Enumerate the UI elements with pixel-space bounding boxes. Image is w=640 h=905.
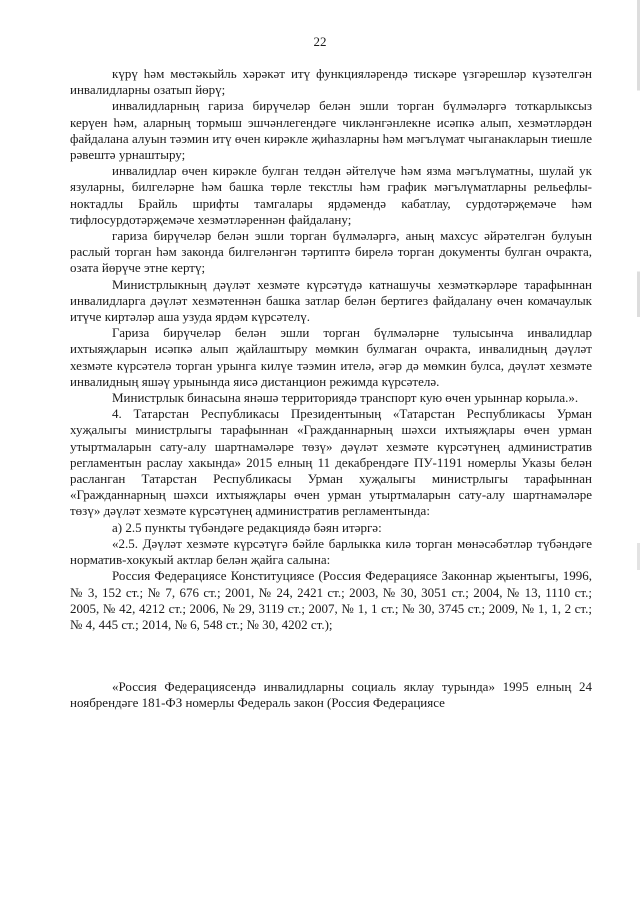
paragraph-5: Министрлыкның дәүләт хезмәте күрсәтүдә катнашучы хезмәткәрләре тарафыннан инвалидларга дәүләт хезмәтеннән башка затлар белән бертигез файдалану өчен комачаулык итүче киртәләр аша узуда ярдәм күрсәтелү.: [70, 276, 592, 325]
paragraph-4: гариза бирүчеләр белән эшли торган бүлмәләргә, аның махсус әйрәтелгән булуын раслый торган һәм законда билгеләнгән тәртиптә бирелә торган документы булган очракта, озата йөрүче этне кертү;: [70, 228, 592, 276]
document-body: [70, 66, 592, 712]
paragraph-2: инвалидларның гариза бирүчеләр белән эшли торган бүлмәләргә тоткарлыксыз керүен һәм, аларның тормыш эшчәнлегендәге чикләнгәнлекне исәпкә алып, хезмәтләрдән файдалана алуын тәэмин итү өчен кирәкле җиһазларны һәм мәгълүмат чыганакларын тиешле рәвештә урнаштыру;: [70, 98, 592, 163]
paragraph-spacer: [70, 633, 592, 679]
paragraph-6: Гариза бирүчеләр белән эшли торган бүлмәләрне тулысынча инвалидлар ихтыяҗларын исәпкә алып җайлаштыру мөмкин булмаган очракта, инвалидның дәүләт хезмәте күрсәтелә торган урынга килүе тәэмин ителә, әгәр дә мөмкин булса, дәүләт хезмәте инвалидның яшәү урынында яисә дистанцион режимда күрсәтелә.: [70, 325, 592, 389]
page-number: 22: [313, 34, 327, 49]
paragraph-10: «2.5. Дәүләт хезмәте күрсәтүгә бәйле барлыкка килә торган мөнәсәбәтләр түбәндәге норматив-хокукый актлар белән җайга салына:: [70, 535, 592, 568]
paragraph-8: 4. Татарстан Республикасы Президентының «Татарстан Республикасы Урман хуҗалыгы министрлыгы тарафыннан «Гражданнарның шәхси ихтыяҗлары өчен урман утыртмаларын сату-алу шартнамәләре төзү» дәүләт хезмәте күрсәтүнең административ регламентын раслау хакында» 2015 елның 11 декабрендәге ПУ-1191 номерлы Указы белән расланган Татарстан Республикасы Урман хуҗалыгы министрлыгы тарафыннан «Гражданнарның шәхси ихтыяҗлары өчен урман утыртмаларын сату-алу шартнамәләре төзү» дәүләт хезмәте күрсәтүнең административ регламентында:: [70, 406, 592, 519]
paragraph-1: күрү һәм мөстәкыйль хәрәкәт итү функцияләрендә тискәре үзгәрешләр күзәтелгән инвалидларны озатып йөрү;: [70, 66, 592, 98]
paragraph-12: «Россия Федерациясендә инвалидларны социаль яклау турында» 1995 елның 24 ноябрендәге 181-ФЗ номерлы Федераль закон (Россия Федерациясе: [70, 679, 592, 711]
paragraph-3: инвалидлар өчен кирәкле булган телдән әйтелүче һәм язма мәгълүматны, шулай ук язуларны, билгеләрне һәм башка төрле текстлы һәм график мәгълүматларны рельефлы-ноктадлы Брайль шрифты тамгалары ярдәмендә кабатлау, сурдотәрҗемәче һәм тифлосурдотәрҗемәче хезмәтләреннән файдалану;: [70, 163, 592, 227]
paragraph-9: а) 2.5 пункты түбәндәге редакциядә бәян итәргә:: [112, 519, 382, 535]
paragraph-11: Россия Федерациясе Конституциясе (Россия Федерациясе Законнар җыентыгы, 1996, № 3, 152 ст.; № 7, 676 ст.; 2001, № 24, 2421 ст.; 2003, № 30, 3051 ст.; 2004, № 13, 1110 ст.; 2005, № 42, 4212 ст.; 2006, № 29, 3119 ст.; 2007, № 1, 1 ст.; № 30, 3745 ст.; 2009, № 1, 1, 2 ст.; № 4, 445 ст.; 2014, № 6, 548 ст.; № 30, 4202 ст.);: [70, 568, 592, 632]
paragraph-7: Министрлык бинасына янәшә территориядә транспорт кую өчен урыннар корыла.».: [112, 390, 579, 406]
